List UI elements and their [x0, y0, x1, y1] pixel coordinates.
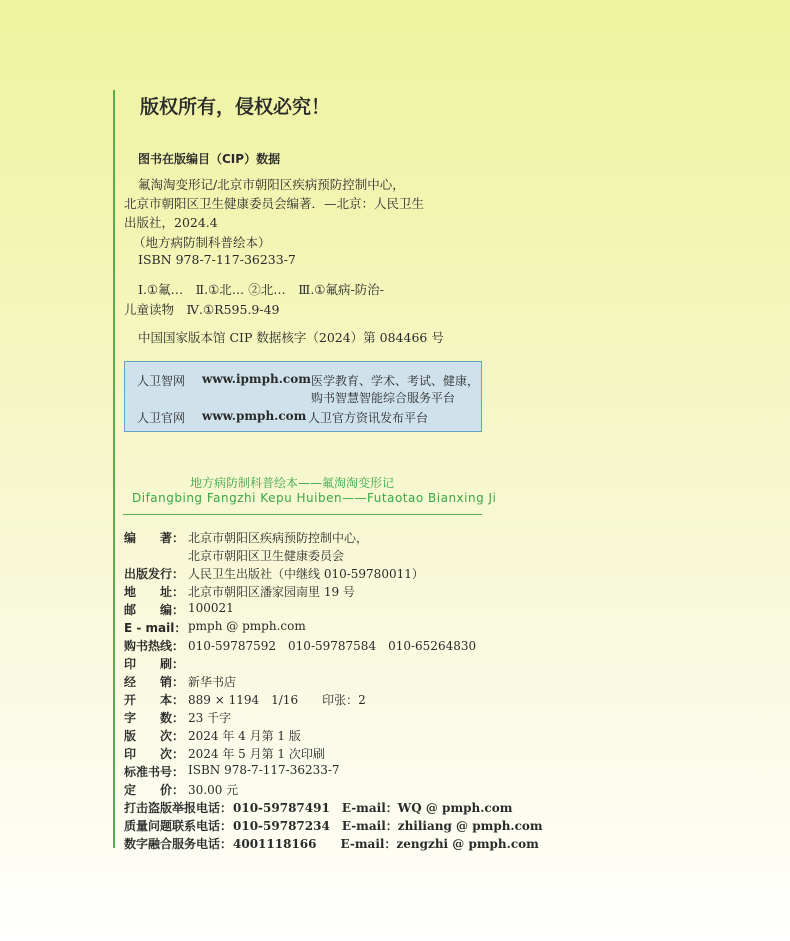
site-url-link[interactable]: www.ipmph.com — [202, 372, 311, 386]
info-value: 100021 — [188, 601, 234, 615]
cip-core-data: 中国国家版本馆 CIP 数据核字（2024）第 084466 号 — [138, 330, 444, 345]
info-label: 印 次： — [124, 747, 185, 761]
info-label: 编 著： — [124, 531, 185, 545]
contact-value: 4001118166 E-mail：zengzhi @ pmph.com — [233, 837, 539, 851]
site-url-link[interactable]: www.pmph.com — [202, 409, 307, 423]
cip-line: 北京市朝阳区卫生健康委员会编著．—北京：人民卫生 — [124, 196, 425, 211]
info-value: 北京市朝阳区潘家园南里 19 号 — [188, 585, 355, 599]
info-label: 标准书号： — [124, 765, 185, 779]
cip-line: 出版社，2024.4 — [124, 215, 218, 230]
info-value: 新华书店 — [188, 675, 237, 689]
info-label: 字 数： — [124, 711, 185, 725]
info-label: 地 址： — [124, 585, 185, 599]
info-value: 2024 年 4 月第 1 版 — [188, 729, 301, 743]
cip-classification: 儿童读物 Ⅳ.①R595.9-49 — [124, 302, 280, 317]
email-link[interactable]: pmph @ pmph.com — [188, 619, 306, 633]
info-value: 889 × 1194 1/16 印张：2 — [188, 693, 366, 707]
contact-label: 质量问题联系电话： — [124, 819, 233, 833]
info-label: 经 销： — [124, 675, 185, 689]
info-label: 出版发行： — [124, 567, 185, 581]
copyright-notice: 版权所有，侵权必究！ — [140, 96, 331, 118]
info-value: 人民卫生出版社（中继线 010-59780011） — [188, 567, 424, 581]
site-name: 人卫官网 — [137, 411, 186, 425]
contact-label: 打击盗版举报电话： — [124, 801, 233, 815]
cip-isbn: ISBN 978-7-117-36233-7 — [138, 252, 296, 267]
info-label: 版 次： — [124, 729, 185, 743]
info-label: 邮 编： — [124, 603, 185, 617]
site-description: 医学教育、学术、考试、健康， — [311, 374, 480, 388]
series-title: 地方病防制科普绘本——氟淘淘变形记 — [190, 476, 395, 490]
info-value: ISBN 978-7-117-36233-7 — [188, 763, 340, 777]
green-divider — [123, 514, 482, 515]
contact-value: 010-59787491 E-mail：WQ @ pmph.com — [233, 801, 513, 815]
info-label: 印 刷： — [124, 657, 185, 671]
site-description: 购书智慧智能综合服务平台 — [311, 391, 456, 405]
info-value: 30.00 元 — [188, 783, 239, 797]
site-name: 人卫智网 — [137, 374, 186, 388]
cip-line: 氟淘淘变形记/北京市朝阳区疾病预防控制中心， — [138, 177, 405, 192]
info-label: 开 本： — [124, 693, 185, 707]
info-value: 北京市朝阳区疾病预防控制中心， — [188, 531, 369, 545]
contact-value: 010-59787234 E-mail：zhiliang @ pmph.com — [233, 819, 543, 833]
cip-line: （地方病防制科普绘本） — [133, 235, 271, 250]
website-info-box — [124, 361, 482, 432]
info-value: 23 千字 — [188, 711, 232, 725]
info-label: E - mail： — [124, 621, 187, 635]
cip-title: 图书在版编目（CIP）数据 — [138, 152, 281, 166]
info-value: 北京市朝阳区卫生健康委员会 — [188, 549, 345, 563]
contact-label: 数字融合服务电话： — [124, 837, 233, 851]
series-pinyin: Difangbing Fangzhi Kepu Huiben——Futaotao Bianxing Ji — [132, 491, 497, 505]
info-value: 2024 年 5 月第 1 次印刷 — [188, 747, 325, 761]
left-margin-rule — [113, 90, 115, 848]
site-description: 人卫官方资讯发布平台 — [308, 411, 429, 425]
info-label: 购书热线： — [124, 639, 185, 653]
cip-classification: Ⅰ.①氟… Ⅱ.①北… ②北… Ⅲ.①氟病-防治- — [138, 282, 384, 297]
info-value: 010-59787592 010-59787584 010-65264830 — [188, 639, 477, 653]
info-label: 定 价： — [124, 783, 185, 797]
